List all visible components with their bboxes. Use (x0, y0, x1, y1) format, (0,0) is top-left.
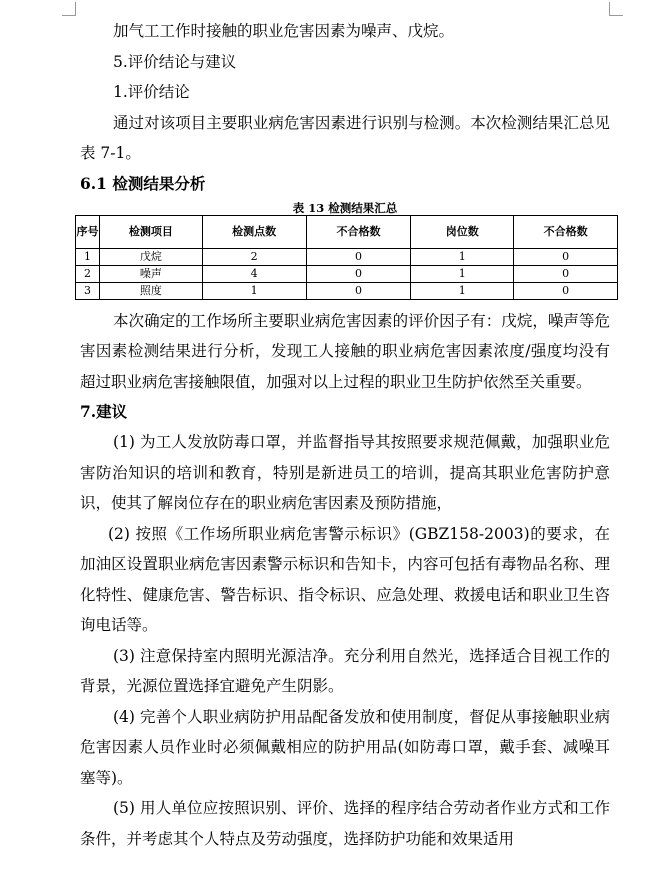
header-serial: 序号 (76, 215, 100, 248)
paragraph-conclusion: 本次确定的工作场所主要职业病危害因素的评价因子有：戊烷，噪声等危害因素检测结果进行分析，发现工人接触的职业病危害因素浓度/强度均没有超过职业病危害接触限值，加强对以上过程的职业卫生防护依然至关重要。 (80, 311, 610, 391)
table-caption: 表 13 检测结果汇总 (292, 200, 398, 215)
cell: 0 (514, 282, 618, 299)
cell: 4 (202, 265, 306, 282)
suggestion-item-1: (1) 为工人发放防毒口罩，并监督指导其按照要求规范佩戴，加强职业危害防治知识的培训和教育，特别是新进员工的培训，提高其职业危害防护意识，使其了解岗位存在的职业病危害因素及预防措施， (80, 433, 610, 512)
paragraph-detection-summary: 通过对该项目主要职业病危害因素进行识别与检测。本次检测结果汇总见表 7-1。 (80, 113, 610, 162)
suggestion-item-3: (3) 注意保持室内照明光源洁净。充分利用自然光，选择适合目视工作的背景，光源位置选择宜避免产生阴影。 (80, 646, 610, 695)
section-heading-6-1: 6.1 检测结果分析 (80, 173, 206, 193)
header-positions: 岗位数 (411, 215, 514, 248)
header-points: 检测点数 (202, 215, 306, 248)
header-unqualified-2: 不合格数 (514, 215, 618, 248)
cell: 1 (411, 248, 514, 265)
cell: 0 (514, 248, 618, 265)
cell: 1 (76, 248, 100, 265)
crop-mark-top-right (609, 2, 623, 16)
cell: 0 (306, 265, 411, 282)
cell: 3 (76, 282, 100, 299)
cell: 照度 (99, 282, 202, 299)
cell: 0 (306, 282, 411, 299)
header-unqualified: 不合格数 (306, 215, 411, 248)
cell: 2 (202, 248, 306, 265)
header-item: 检测项目 (99, 215, 202, 248)
heading-evaluation-conclusion: 1.评价结论 (113, 83, 190, 101)
table-row (76, 265, 618, 282)
cell: 2 (76, 265, 100, 282)
table-row (76, 248, 618, 265)
table-row (76, 282, 618, 299)
crop-mark-top-left (62, 2, 76, 16)
cell: 0 (514, 265, 618, 282)
document-page (76, 0, 610, 854)
cell: 1 (411, 282, 514, 299)
paragraph-worker-hazards: 加气工工作时接触的职业危害因素为噪声、戊烷。 (113, 22, 455, 40)
cell: 1 (411, 265, 514, 282)
results-table (75, 215, 618, 300)
cell: 0 (306, 248, 411, 265)
section-heading-7: 7.建议 (80, 402, 128, 421)
suggestion-item-5: (5) 用人单位应按照识别、评价、选择的程序结合劳动者作业方式和工作条件，并考虑其个人特点及劳动强度，选择防护功能和效果适用 (80, 799, 610, 848)
cell: 噪声 (99, 265, 202, 282)
table-header-row (76, 215, 618, 248)
suggestion-item-2: (2) 按照《工作场所职业病危害警示标识》(GBZ158-2003)的要求，在加油区设置职业病危害因素警示标识和告知卡，内容可包括有毒物品名称、理化特性、健康危害、警告标识、指令标识、应急处理、救援电话和职业卫生咨询电话等。 (80, 524, 610, 634)
heading-evaluation-conclusion-suggestion: 5.评价结论与建议 (113, 52, 237, 71)
cell: 戊烷 (99, 248, 202, 265)
suggestion-item-4: (4) 完善个人职业病防护用品配备发放和使用制度，督促从事接触职业病危害因素人员作业时必须佩戴相应的防护用品(如防毒口罩，戴手套、减噪耳塞等)。 (80, 707, 610, 787)
cell: 1 (202, 282, 306, 299)
